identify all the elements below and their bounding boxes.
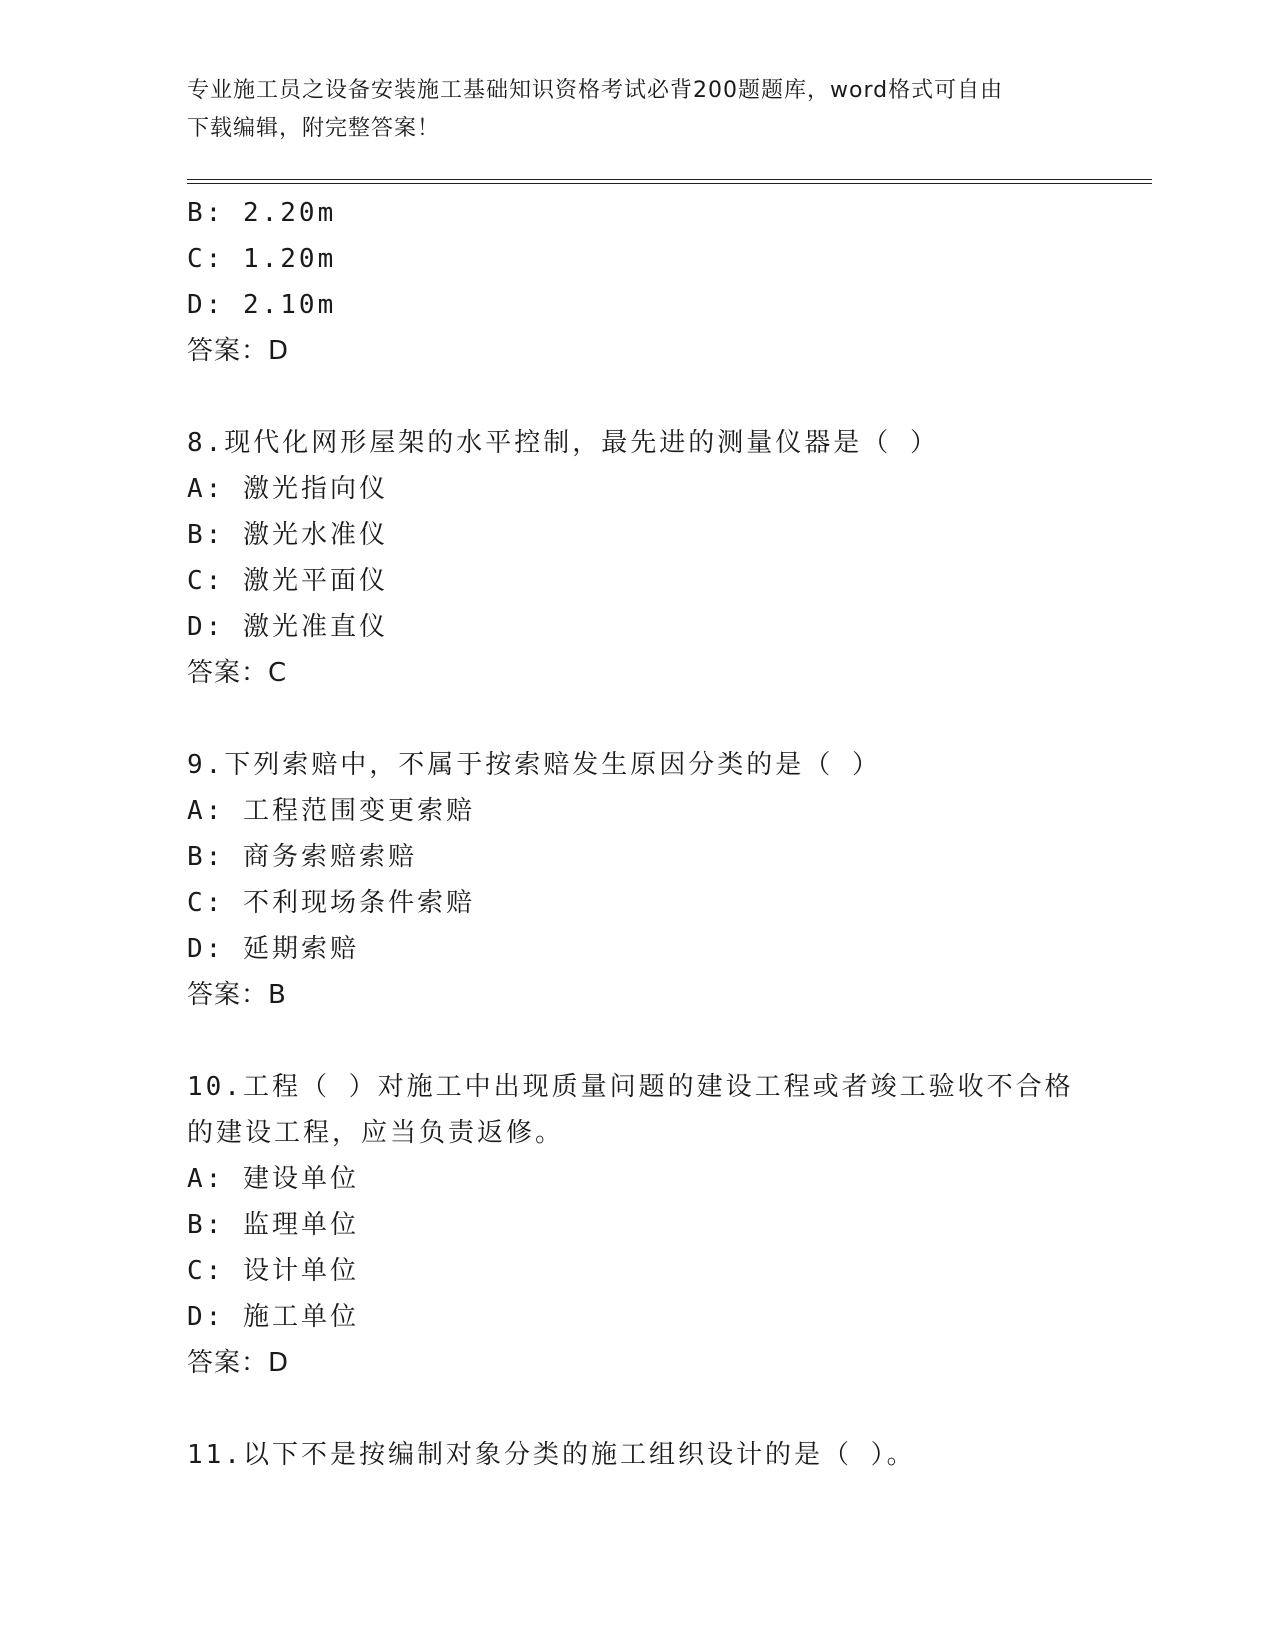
option-d: D: 施工单位 — [187, 1302, 359, 1332]
header-title-line-1: 专业施工员之设备安装施工基础知识资格考试必背200题题库，word格式可自由 — [187, 78, 1004, 103]
spacer — [187, 374, 1087, 420]
option-c: C: 1.20m — [187, 244, 337, 274]
question-11-block — [187, 1432, 1087, 1478]
option-a: A: 激光指向仪 — [187, 474, 388, 504]
question-10-block — [187, 1064, 1087, 1386]
answer: 答案：B — [187, 980, 287, 1010]
option-b: B: 商务索赔索赔 — [187, 842, 417, 872]
question-8-block — [187, 420, 1087, 696]
spacer — [187, 696, 1087, 742]
option-b: B: 激光水准仪 — [187, 520, 388, 550]
spacer — [187, 1018, 1087, 1064]
question-text-line-1: 10.工程（ ）对施工中出现质量问题的建设工程或者竣工验收不合格 — [187, 1072, 1074, 1102]
option-a: A: 工程范围变更索赔 — [187, 796, 475, 826]
question-text: 8.现代化网形屋架的水平控制，最先进的测量仪器是（ ） — [187, 428, 939, 458]
option-a: A: 建设单位 — [187, 1164, 359, 1194]
header-divider-bottom — [187, 183, 1152, 184]
document-header — [187, 72, 1067, 148]
spacer — [187, 1386, 1087, 1432]
question-content — [187, 190, 1087, 1478]
question-text: 11.以下不是按编制对象分类的施工组织设计的是（ ）。 — [187, 1440, 916, 1470]
option-d: D: 延期索赔 — [187, 934, 359, 964]
option-b: B: 2.20m — [187, 198, 337, 228]
answer: 答案：D — [187, 336, 290, 366]
question-9-block — [187, 742, 1087, 1018]
answer: 答案：D — [187, 1348, 290, 1378]
option-c: C: 设计单位 — [187, 1256, 359, 1286]
question-text-line-2: 的建设工程，应当负责返修。 — [187, 1118, 565, 1148]
question-text: 9.下列索赔中，不属于按索赔发生原因分类的是（ ） — [187, 750, 881, 780]
question-7-block — [187, 190, 1087, 374]
answer: 答案：C — [187, 658, 288, 688]
option-c: C: 不利现场条件索赔 — [187, 888, 475, 918]
option-d: D: 2.10m — [187, 290, 337, 320]
option-d: D: 激光准直仪 — [187, 612, 388, 642]
header-title-line-2: 下载编辑，附完整答案！ — [187, 116, 441, 141]
header-divider-top — [187, 179, 1152, 180]
option-c: C: 激光平面仪 — [187, 566, 388, 596]
option-b: B: 监理单位 — [187, 1210, 359, 1240]
